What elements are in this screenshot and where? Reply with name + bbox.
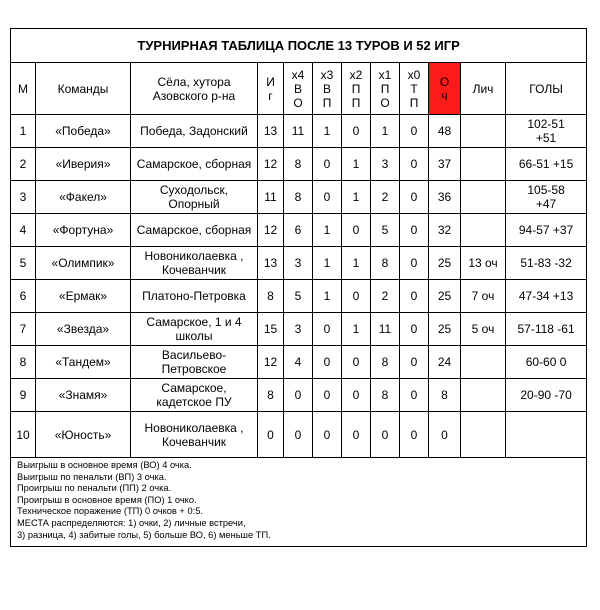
personal-games (461, 181, 506, 214)
losses-regular: 1 (371, 115, 400, 148)
wins-regular: 3 (284, 247, 313, 280)
team-name: «Факел» (36, 181, 131, 214)
header-pen-wins-mult: х3 (320, 67, 334, 82)
goals: 60-60 0 (506, 346, 587, 379)
games-played: 8 (258, 280, 284, 313)
header-wins-l2: О (293, 95, 303, 110)
table-row (11, 214, 587, 247)
table-row (11, 280, 587, 313)
team-village: Самарское, 1 и 4 школы (131, 313, 258, 346)
wins-penalty: 0 (313, 346, 342, 379)
wins-penalty: 1 (313, 214, 342, 247)
team-name: «Знамя» (36, 379, 131, 412)
personal-games (461, 148, 506, 181)
losses-regular: 5 (371, 214, 400, 247)
table-row (11, 412, 587, 458)
losses-penalty: 0 (342, 115, 371, 148)
header-personal: Лич (461, 63, 506, 115)
points: 48 (429, 115, 461, 148)
team-name: «Победа» (36, 115, 131, 148)
points: 25 (429, 280, 461, 313)
header-pen-wins (313, 63, 342, 115)
goals: 47-34 +13 (506, 280, 587, 313)
goals: 20-90 -70 (506, 379, 587, 412)
team-place: 8 (11, 346, 36, 379)
losses-regular: 2 (371, 280, 400, 313)
losses-regular: 3 (371, 148, 400, 181)
header-tech-l1: Т (410, 81, 418, 96)
wins-regular: 4 (284, 346, 313, 379)
wins-penalty: 0 (313, 379, 342, 412)
team-name: «Олимпик» (36, 247, 131, 280)
header-pen-wins-l1: В (322, 81, 331, 96)
table-row (11, 148, 587, 181)
losses-penalty: 1 (342, 313, 371, 346)
points: 25 (429, 313, 461, 346)
header-pen-losses (342, 63, 371, 115)
team-place: 1 (11, 115, 36, 148)
tech-losses: 0 (400, 181, 429, 214)
wins-regular: 11 (284, 115, 313, 148)
rules-note-line: Выигрыш по пенальти (ВП) 3 очка. (17, 471, 167, 482)
losses-penalty: 0 (342, 412, 371, 458)
tech-losses: 0 (400, 379, 429, 412)
standings-table (10, 28, 587, 547)
points: 36 (429, 181, 461, 214)
losses-penalty: 0 (342, 346, 371, 379)
personal-games (461, 115, 506, 148)
team-name: «Ермак» (36, 280, 131, 313)
table-row (11, 313, 587, 346)
header-pen-wins-l2: П (322, 95, 332, 110)
header-wins-l1: В (293, 81, 302, 96)
points: 32 (429, 214, 461, 247)
tech-losses: 0 (400, 115, 429, 148)
wins-penalty: 0 (313, 313, 342, 346)
tech-losses: 0 (400, 148, 429, 181)
wins-regular: 3 (284, 313, 313, 346)
team-village: Платоно-Петровка (131, 280, 258, 313)
rules-note-line: Проигрыш по пенальти (ПП) 2 очка. (17, 483, 172, 494)
personal-games: 7 оч (461, 280, 506, 313)
team-name: «Иверия» (36, 148, 131, 181)
tech-losses: 0 (400, 346, 429, 379)
wins-regular: 5 (284, 280, 313, 313)
games-played: 13 (258, 115, 284, 148)
wins-penalty: 1 (313, 247, 342, 280)
wins-regular: 6 (284, 214, 313, 247)
header-losses (371, 63, 400, 115)
header-place: М (11, 63, 36, 115)
header-points (429, 63, 461, 115)
header-village: Сёла, хутора Азовского р-на (131, 63, 258, 115)
wins-penalty: 0 (313, 181, 342, 214)
games-played: 12 (258, 148, 284, 181)
wins-penalty: 0 (313, 148, 342, 181)
goals (506, 412, 587, 458)
wins-regular: 0 (284, 379, 313, 412)
losses-regular: 11 (371, 313, 400, 346)
goals: 94-57 +37 (506, 214, 587, 247)
team-place: 7 (11, 313, 36, 346)
header-row (11, 63, 587, 115)
table-row (11, 379, 587, 412)
games-played: 15 (258, 313, 284, 346)
header-tech-l2: П (409, 95, 419, 110)
losses-regular: 2 (371, 181, 400, 214)
header-games-2: г (268, 88, 273, 103)
tech-losses: 0 (400, 247, 429, 280)
wins-penalty: 0 (313, 412, 342, 458)
games-played: 0 (258, 412, 284, 458)
personal-games (461, 214, 506, 247)
header-tech-mult: х0 (407, 67, 421, 82)
goals: 57-118 -61 (506, 313, 587, 346)
header-games (258, 63, 284, 115)
losses-penalty: 0 (342, 379, 371, 412)
wins-penalty: 1 (313, 115, 342, 148)
personal-games: 13 оч (461, 247, 506, 280)
team-village: Васильево-Петровское (131, 346, 258, 379)
team-village: Самарское, сборная (131, 214, 258, 247)
team-village: Самарское, кадетское ПУ (131, 379, 258, 412)
games-played: 11 (258, 181, 284, 214)
team-village: Новониколаевка , Кочеванчик (131, 247, 258, 280)
table-row (11, 181, 587, 214)
rules-note-line: Техническое поражение (ТП) 0 очков + 0:5. (17, 506, 203, 517)
games-played: 8 (258, 379, 284, 412)
goals: 66-51 +15 (506, 148, 587, 181)
header-pen-losses-l1: П (351, 81, 361, 96)
tech-losses: 0 (400, 214, 429, 247)
points: 37 (429, 148, 461, 181)
header-losses-l2: О (380, 95, 390, 110)
team-place: 4 (11, 214, 36, 247)
header-points-1: О (439, 74, 450, 89)
team-place: 3 (11, 181, 36, 214)
header-losses-l1: П (380, 81, 390, 96)
games-played: 13 (258, 247, 284, 280)
tech-losses: 0 (400, 313, 429, 346)
team-name: «Тандем» (36, 346, 131, 379)
team-village: Суходольск, Опорный (131, 181, 258, 214)
rules-note-line: Проигрыш в основное время (ПО) 1 очко. (17, 494, 197, 505)
header-pen-losses-l2: П (351, 95, 361, 110)
team-name: «Фортуна» (36, 214, 131, 247)
header-pen-losses-mult: х2 (349, 67, 363, 82)
games-played: 12 (258, 214, 284, 247)
tech-losses: 0 (400, 280, 429, 313)
points: 24 (429, 346, 461, 379)
games-played: 12 (258, 346, 284, 379)
personal-games (461, 412, 506, 458)
header-games-1: И (266, 74, 275, 89)
table-row (11, 115, 587, 148)
goals: 102-51 +51 (506, 115, 587, 148)
losses-regular: 8 (371, 346, 400, 379)
goals: 105-58 +47 (506, 181, 587, 214)
goals: 51-83 -32 (506, 247, 587, 280)
rules-note-line: 3) разница, 4) забитые голы, 5) больше ВО, 6) меньше ТП. (17, 529, 271, 540)
team-place: 6 (11, 280, 36, 313)
table-row (11, 346, 587, 379)
personal-games (461, 379, 506, 412)
losses-regular: 8 (371, 247, 400, 280)
wins-penalty: 1 (313, 280, 342, 313)
personal-games: 5 оч (461, 313, 506, 346)
points: 8 (429, 379, 461, 412)
header-wins-mult: х4 (291, 67, 305, 82)
points: 25 (429, 247, 461, 280)
table-row (11, 247, 587, 280)
rules-notes (11, 458, 587, 547)
header-tech (400, 63, 429, 115)
header-teams: Команды (36, 63, 131, 115)
team-village: Самарское, сборная (131, 148, 258, 181)
points: 0 (429, 412, 461, 458)
losses-penalty: 1 (342, 148, 371, 181)
team-place: 2 (11, 148, 36, 181)
wins-regular: 8 (284, 181, 313, 214)
rules-note-line: МЕСТА распределяются: 1) очки, 2) личные встречи, (17, 517, 246, 528)
losses-penalty: 1 (342, 247, 371, 280)
header-wins (284, 63, 313, 115)
team-village: Победа, Задонский (131, 115, 258, 148)
losses-penalty: 0 (342, 280, 371, 313)
team-place: 9 (11, 379, 36, 412)
losses-regular: 0 (371, 412, 400, 458)
wins-regular: 8 (284, 148, 313, 181)
wins-regular: 0 (284, 412, 313, 458)
team-name: «Юность» (36, 412, 131, 458)
losses-penalty: 0 (342, 214, 371, 247)
header-points-2: ч (441, 88, 448, 103)
team-place: 5 (11, 247, 36, 280)
losses-penalty: 1 (342, 181, 371, 214)
team-place: 10 (11, 412, 36, 458)
personal-games (461, 346, 506, 379)
header-losses-mult: х1 (378, 67, 392, 82)
losses-regular: 8 (371, 379, 400, 412)
tech-losses: 0 (400, 412, 429, 458)
team-name: «Звезда» (36, 313, 131, 346)
header-goals: ГОЛЫ (506, 63, 587, 115)
table-title: ТУРНИРНАЯ ТАБЛИЦА ПОСЛЕ 13 ТУРОВ И 52 ИГР (11, 29, 587, 63)
team-village: Новониколаевка , Кочеванчик (131, 412, 258, 458)
rules-note-line: Выигрыш в основное время (ВО) 4 очка. (17, 460, 192, 470)
